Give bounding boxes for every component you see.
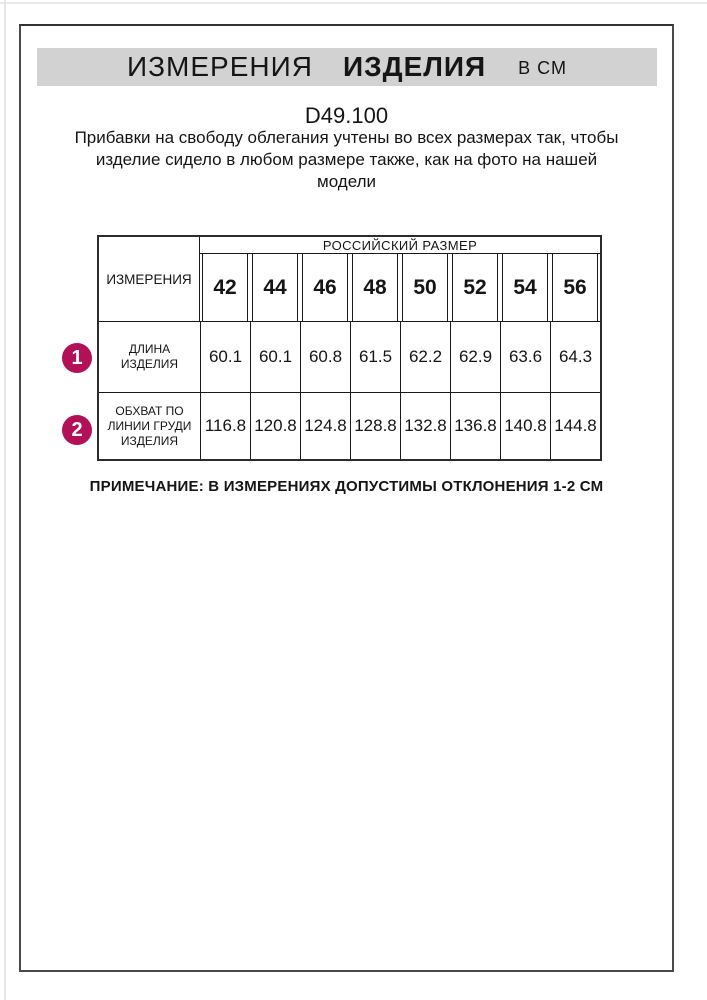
size-header-cell: 42 [200,254,250,321]
value-cell: 124.8 [300,392,350,459]
description-line: модели [317,172,376,191]
row-marker-2: 2 [62,415,92,445]
value-cell: 62.2 [400,321,450,392]
value-cell: 140.8 [500,392,550,459]
value-cell: 60.1 [250,321,300,392]
product-description [21,127,672,193]
size-header-cell: 54 [500,254,550,321]
scan-edge-top [0,2,707,4]
table-row-chest [99,392,600,459]
value-cell: 61.5 [350,321,400,392]
scan-edge-left [4,0,6,1000]
page-title-measurements: ИЗМЕРЕНИЯ [127,51,313,82]
size-header-cell: 50 [400,254,450,321]
table-row-group-header [99,237,600,254]
page-title-units: В СМ [518,58,567,78]
page-title-product: ИЗДЕЛИЯ [342,51,487,82]
corner-header-cell: ИЗМЕРЕНИЯ [99,237,200,321]
description-line: Прибавки на свободу облегания учтены во всех размерах так, чтобы [74,128,619,147]
value-cell: 132.8 [400,392,450,459]
size-header-cell: 48 [350,254,400,321]
note-text: ПРИМЕЧАНИЕ: В ИЗМЕРЕНИЯХ ДОПУСТИМЫ ОТКЛОНЕНИЯ 1-2 СМ [89,478,604,495]
value-cell: 128.8 [350,392,400,459]
value-cell: 136.8 [450,392,500,459]
value-cell: 64.3 [550,321,600,392]
value-cell: 120.8 [250,392,300,459]
value-cell: 60.8 [300,321,350,392]
size-chart-table [97,235,602,461]
page-frame [19,24,674,972]
value-cell: 63.6 [500,321,550,392]
value-cell: 116.8 [200,392,250,459]
size-header-cell: 44 [250,254,300,321]
table-row-length [99,321,600,392]
row-marker-1: 1 [62,343,92,373]
value-cell: 62.9 [450,321,500,392]
row-label-chest: ОБХВАТ ПО ЛИНИИ ГРУДИ ИЗДЕЛИЯ [99,392,200,459]
size-header-cell: 52 [450,254,500,321]
value-cell: 144.8 [550,392,600,459]
product-code: D49.100 [304,103,389,128]
size-header-cell: 56 [550,254,600,321]
description-line: изделие сидело в любом размере также, как на фото на нашей [95,150,598,169]
size-group-header: РОССИЙСКИЙ РАЗМЕР [200,237,600,254]
size-header-cell: 46 [300,254,350,321]
row-label-length: ДЛИНА ИЗДЕЛИЯ [99,321,200,392]
title-bar [37,48,657,86]
value-cell: 60.1 [200,321,250,392]
